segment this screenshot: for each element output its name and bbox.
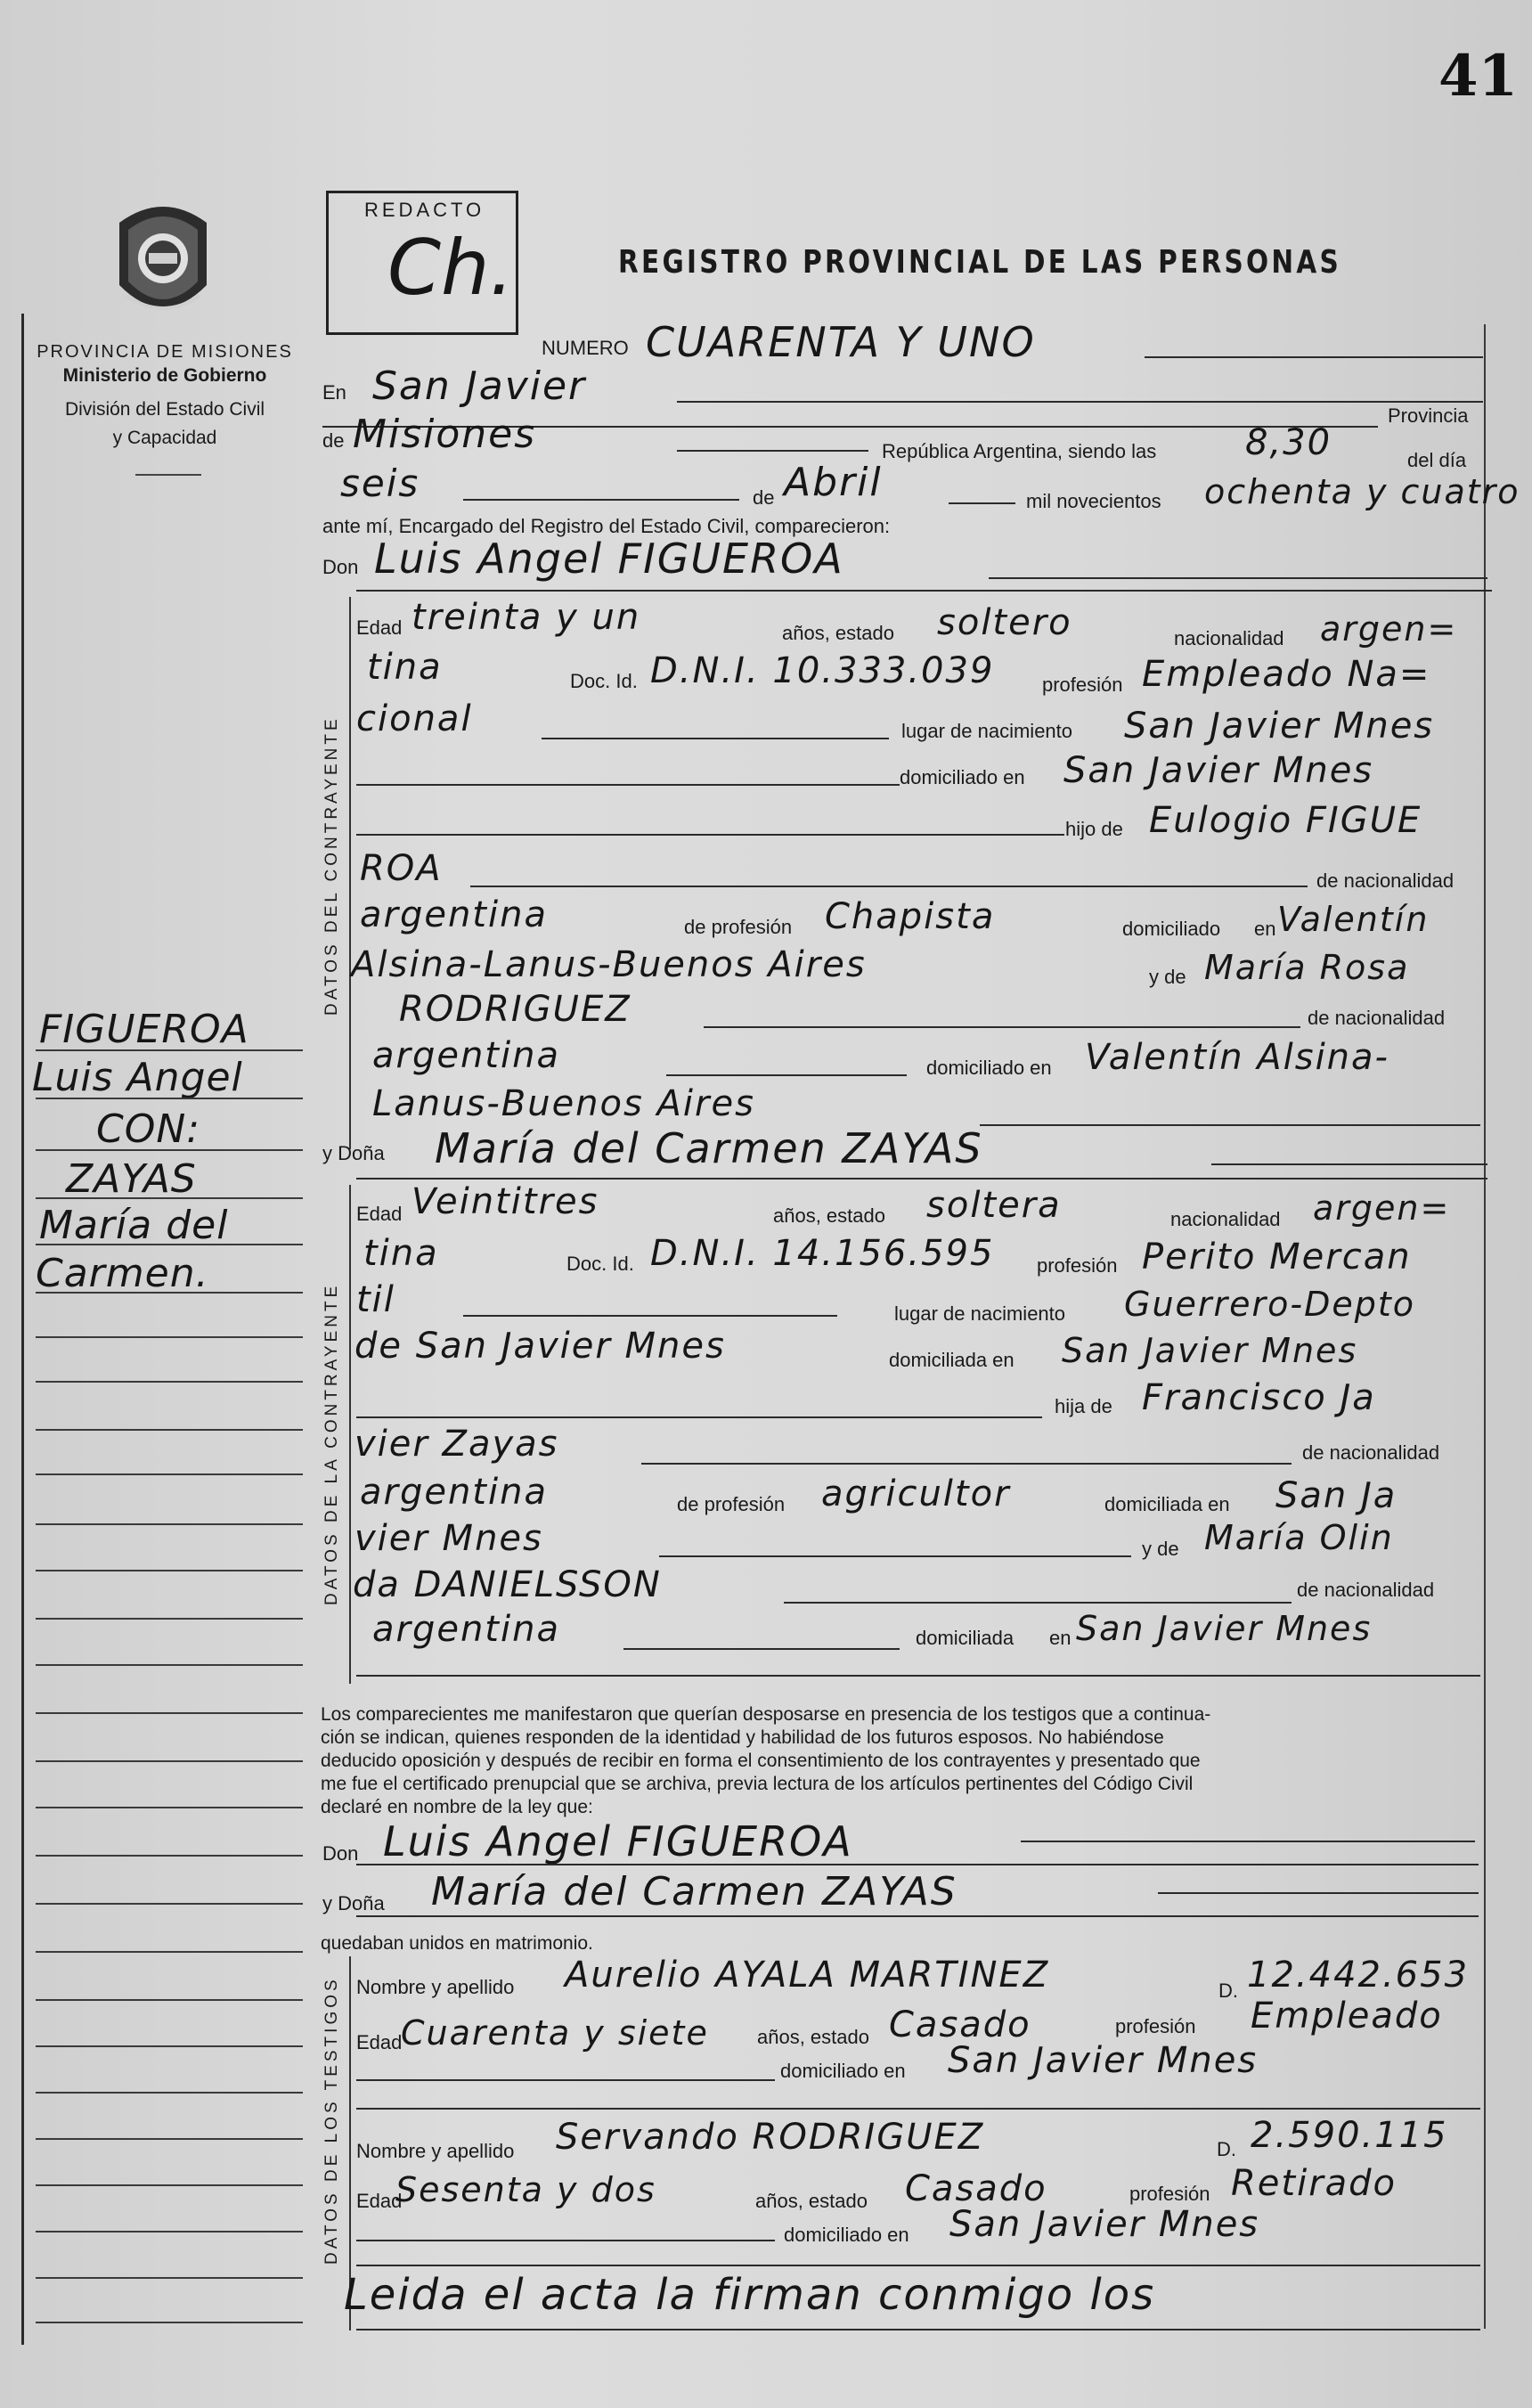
provincia-label: Provincia [1388, 404, 1469, 427]
contrayente-padre2: ROA [360, 848, 443, 889]
y-de-label: y de [1142, 1538, 1179, 1560]
margin-rule [36, 1570, 303, 1571]
de-nacionalidad-label: de nacionalidad [1316, 869, 1455, 892]
y-de-label: y de [1149, 966, 1186, 988]
fill-line [356, 834, 1064, 836]
fill-line [356, 1178, 1487, 1180]
quedaban-text: quedaban unidos en matrimonio. [321, 1933, 593, 1954]
fill-line [356, 2329, 1480, 2330]
margin-note-line-1: FIGUEROA [39, 1007, 249, 1052]
fill-line [623, 1648, 900, 1650]
margin-rule [36, 1336, 303, 1338]
margin-rule [36, 1712, 303, 1714]
contrayente-prof1: Empleado Na= [1142, 654, 1431, 695]
de-label: de [322, 429, 345, 452]
contrayente-padre-nac: argentina [360, 894, 548, 935]
en-label-2: en [1254, 918, 1276, 940]
testigo2-domicilio: San Javier Mnes [949, 2204, 1260, 2245]
en-label-3: en [1049, 1627, 1072, 1649]
section-bracket [349, 1185, 351, 1684]
lugar-nac-label: lugar de nacimiento [894, 1302, 1066, 1325]
margin-rule [36, 1807, 303, 1808]
declaration-line-3: deducido oposición y después de recibir en forma el consentimiento de los contrayentes y presentado que [321, 1751, 1201, 1771]
fill-line [677, 450, 868, 452]
contrayenta-doc: D.N.I. 14.156.595 [650, 1233, 995, 1274]
edad-label: Edad [356, 1203, 403, 1225]
contrayenta-edad: Veintitres [412, 1181, 599, 1222]
contrayente-madre2: RODRIGUEZ [399, 989, 632, 1030]
contrayenta-padre1: Francisco Ja [1142, 1377, 1376, 1418]
domiciliado-en-label: domiciliado en [784, 2224, 909, 2246]
testigo2-edad: Sesenta y dos [395, 2170, 656, 2209]
fill-line [356, 2240, 775, 2241]
province-name: PROVINCIA DE MISIONES [37, 342, 293, 362]
fill-line [677, 401, 1483, 403]
fill-line [356, 1864, 1479, 1865]
contrayente-domicilio: San Javier Mnes [1063, 750, 1374, 791]
contrayente-nombre: Luis Angel FIGUEROA [374, 535, 844, 583]
contrayente-nac1: argen= [1320, 609, 1458, 649]
profesion-label: profesión [1129, 2183, 1210, 2205]
fill-line [463, 499, 739, 501]
contrayenta-lugar-nac2: de San Javier Mnes [354, 1326, 726, 1367]
edad-label: Edad [356, 2190, 403, 2212]
domiciliada-en-label: domiciliada en [889, 1349, 1015, 1371]
header-divider [135, 474, 201, 476]
margin-rule [36, 1903, 303, 1905]
contrayente-estado: soltero [937, 602, 1072, 643]
fill-line [356, 2079, 775, 2081]
don-label: Don [322, 1842, 359, 1865]
doc-label: Doc. Id. [566, 1253, 634, 1275]
contrayenta-estado: soltera [926, 1185, 1062, 1226]
nacionalidad-label: nacionalidad [1174, 627, 1284, 649]
doc-label: Doc. Id. [570, 670, 638, 692]
capacity-name: y Capacidad [112, 428, 217, 448]
declaration-line-1: Los comparecientes me manifestaron que querían desposarse en presencia de los testigos que a continua- [321, 1704, 1211, 1725]
margin-rule [36, 1855, 303, 1857]
right-border [1484, 324, 1486, 2329]
profesion-label: profesión [1042, 673, 1123, 696]
de-nacionalidad-label: de nacionalidad [1297, 1579, 1435, 1601]
declaration-line-2: ción se indican, quienes responden de la identidad y habilidad de los futuros esposos. No habiéndose [321, 1727, 1164, 1748]
contrayente-lugar-nac: San Javier Mnes [1124, 706, 1435, 747]
margin-rule [36, 1473, 303, 1475]
margin-rule [36, 2184, 303, 2186]
contrayente-nac2: tina [367, 647, 443, 688]
section-label-contrayenta: DATOS DE LA CONTRAYENTE [322, 1282, 341, 1605]
fill-line [356, 1915, 1479, 1917]
de-profesion-label: de profesión [677, 1493, 786, 1515]
margin-rule [36, 2138, 303, 2140]
margin-rule [36, 1098, 303, 1099]
fill-line [704, 1026, 1300, 1028]
fill-line [356, 1675, 1480, 1677]
edad-label: Edad [356, 2031, 403, 2053]
numero-value: CUARENTA Y UNO [646, 318, 1036, 366]
testigo1-prof: Empleado [1251, 1996, 1443, 2037]
d-label: D. [1217, 2138, 1236, 2160]
fill-line [1158, 1892, 1479, 1894]
margin-rule [36, 2277, 303, 2279]
provincia-value: Misiones [353, 412, 537, 457]
margin-note-line-4: ZAYAS [66, 1156, 197, 1202]
de-nacionalidad-label: de nacionalidad [1302, 1441, 1440, 1464]
contrayenta-madre-dom: San Javier Mnes [1076, 1609, 1373, 1648]
nombre-apellido-label: Nombre y apellido [356, 2140, 515, 2162]
contrayente-padre-dom1: Valentín [1277, 900, 1430, 939]
fill-line [356, 2265, 1480, 2266]
lugar-value: San Javier [372, 363, 587, 409]
margin-rule [36, 1664, 303, 1666]
margin-border [21, 314, 24, 2345]
profesion-label: profesión [1115, 2015, 1196, 2037]
margin-rule [36, 1049, 303, 1051]
province-seal-icon [109, 196, 217, 330]
margin-rule [36, 1760, 303, 1762]
edad-label: Edad [356, 616, 403, 639]
anos-estado-label: años, estado [755, 2190, 868, 2212]
contrayente-padre1: Eulogio FIGUE [1149, 800, 1422, 841]
y-dona-label: y Doña [322, 1142, 385, 1164]
contrayente-madre-dom2: Lanus-Buenos Aires [372, 1083, 755, 1124]
contrayente-prof2: cional [356, 698, 473, 739]
margin-note-line-5: María del [39, 1203, 229, 1248]
margin-rule [36, 1149, 303, 1151]
hija-de-label: hija de [1055, 1395, 1112, 1417]
fill-line [463, 1315, 837, 1317]
republica-label: República Argentina, siendo las [882, 440, 1157, 462]
testigo2-doc: 2.590.115 [1251, 2115, 1448, 2156]
contrayenta-nac2: tina [363, 1233, 439, 1274]
contrayente-padre-dom2: Alsina-Lanus-Buenos Aires [351, 944, 867, 985]
contrayenta-domicilio: San Javier Mnes [1062, 1331, 1358, 1370]
domiciliado-en-label: domiciliado en [900, 766, 1025, 788]
de-profesion-label: de profesión [684, 916, 793, 938]
fill-line [356, 590, 1492, 592]
ante-mi-text: ante mí, Encargado del Registro del Estado Civil, comparecieron: [322, 515, 891, 537]
fill-line [989, 577, 1487, 579]
testigo2-prof: Retirado [1231, 2163, 1398, 2204]
contrayente-padre-prof: Chapista [825, 896, 996, 937]
contrayente-madre-nac: argentina [372, 1035, 560, 1076]
fill-line [356, 784, 900, 786]
testigo1-edad: Cuarenta y siete [401, 2013, 709, 2053]
de-nacionalidad-label: de nacionalidad [1308, 1007, 1446, 1029]
fill-line [666, 1074, 907, 1076]
contrayenta-prof1: Perito Mercan [1142, 1237, 1412, 1277]
testigo2-estado: Casado [905, 2168, 1047, 2209]
don-label: Don [322, 556, 359, 578]
margin-rule [36, 1429, 303, 1431]
fill-line [356, 2108, 1480, 2110]
testigo1-estado: Casado [889, 2004, 1031, 2045]
anos-estado-label: años, estado [782, 622, 894, 644]
contrayenta-padre-dom1: San Ja [1275, 1475, 1398, 1516]
contrayenta-padre2: vier Zayas [354, 1424, 559, 1465]
section-label-testigos: DATOS DE LOS TESTIGOS [322, 1976, 341, 2265]
contrayente-edad: treinta y un [412, 597, 641, 638]
margin-note-line-2: Luis Angel [32, 1055, 243, 1100]
domiciliado-en-label: domiciliado en [926, 1057, 1052, 1079]
de-mes-label: de [753, 486, 775, 509]
declaracion-don: Luis Angel FIGUEROA [383, 1817, 853, 1865]
fill-line [641, 1463, 1292, 1465]
fill-line [1021, 1841, 1475, 1842]
margin-rule [36, 1951, 303, 1953]
domiciliado-en-label: domiciliado en [780, 2060, 906, 2082]
del-dia-label: del día [1407, 449, 1467, 471]
hijo-de-label: hijo de [1065, 818, 1123, 840]
declaration-line-5: declaré en nombre de la ley que: [321, 1797, 593, 1817]
anos-estado-label: años, estado [773, 1204, 885, 1227]
contrayenta-madre-nac: argentina [372, 1609, 560, 1650]
contrayente-madre1: María Rosa [1204, 948, 1410, 987]
margin-rule [36, 1381, 303, 1383]
margin-rule [36, 1244, 303, 1245]
margin-rule [36, 1292, 303, 1294]
fill-line [784, 1602, 1292, 1604]
mes-value: Abril [784, 460, 883, 505]
dia-value: seis [340, 461, 420, 505]
section-bracket [349, 597, 351, 1149]
closing-line: Leida el acta la firman conmigo los [344, 2270, 1156, 2320]
contrayenta-prof2: til [356, 1279, 395, 1320]
fill-line [949, 502, 1015, 504]
margin-note-line-6: Carmen. [36, 1251, 209, 1296]
contrayenta-madre2: da DANIELSSON [353, 1564, 662, 1605]
margin-rule [36, 1523, 303, 1525]
fill-line [659, 1555, 1131, 1557]
nacionalidad-label: nacionalidad [1170, 1208, 1281, 1230]
margin-rule [36, 1999, 303, 2001]
fill-line [542, 738, 889, 739]
testigo1-nombre: Aurelio AYALA MARTINEZ [565, 1955, 1050, 1996]
domiciliada-label: domiciliada [916, 1627, 1015, 1649]
contrayenta-nac1: argen= [1313, 1188, 1451, 1228]
contrayente-madre-dom1: Valentín Alsina- [1085, 1037, 1389, 1078]
domiciliado-label: domiciliado [1122, 918, 1221, 940]
testigo2-nombre: Servando RODRIGUEZ [556, 2117, 985, 2158]
testigo1-domicilio: San Javier Mnes [948, 2040, 1259, 2081]
margin-rule [36, 1618, 303, 1620]
contrayenta-lugar-nac1: Guerrero-Depto [1124, 1285, 1416, 1324]
margin-rule [36, 2045, 303, 2047]
anio-value: ochenta y cuatro [1204, 472, 1520, 511]
margin-rule [36, 1197, 303, 1199]
declaration-line-4: me fue el certificado prenupcial que se archiva, previa lectura de los artículos pertinentes del Código Civil [321, 1774, 1194, 1794]
contrayenta-padre-dom2: vier Mnes [354, 1518, 543, 1559]
fill-line [980, 1124, 1480, 1126]
stamp-initial: Ch. [387, 224, 514, 313]
nombre-apellido-label: Nombre y apellido [356, 1976, 515, 1998]
numero-label: NUMERO [542, 337, 629, 359]
fill-line [1211, 1163, 1487, 1165]
page-number: 41 [1438, 43, 1519, 110]
hora-value: 8,30 [1245, 422, 1332, 463]
profesion-label: profesión [1037, 1254, 1118, 1277]
contrayenta-padre-nac: argentina [360, 1472, 548, 1513]
fill-line [1145, 356, 1483, 358]
section-label-contrayente: DATOS DEL CONTRAYENTE [322, 715, 341, 1016]
contrayenta-madre1: María Olin [1204, 1518, 1394, 1557]
stamp-label: REDACTO [364, 199, 485, 221]
y-dona-label: y Doña [322, 1892, 385, 1914]
fill-line [356, 1416, 1042, 1418]
anos-estado-label: años, estado [757, 2026, 869, 2048]
lugar-nac-label: lugar de nacimiento [901, 720, 1073, 742]
margin-rule [36, 2322, 303, 2323]
margin-rule [36, 2231, 303, 2233]
document-title: REGISTRO PROVINCIAL DE LAS PERSONAS [618, 244, 1342, 281]
division-name: División del Estado Civil [64, 399, 265, 420]
contrayenta-padre-prof: agricultor [821, 1473, 1011, 1514]
margin-rule [36, 2092, 303, 2094]
ministry-name: Ministerio de Gobierno [62, 365, 267, 386]
testigo1-doc: 12.442.653 [1247, 1955, 1470, 1996]
declaracion-dona: María del Carmen ZAYAS [431, 1869, 958, 1914]
contrayenta-nombre: María del Carmen ZAYAS [435, 1124, 983, 1172]
fill-line [470, 886, 1308, 887]
margin-note-line-3: CON: [96, 1106, 201, 1152]
contrayente-doc: D.N.I. 10.333.039 [650, 650, 995, 691]
mil-label: mil novecientos [1026, 490, 1161, 512]
d-label: D. [1218, 1979, 1238, 2002]
redacto-stamp [326, 191, 518, 335]
en-label: En [322, 381, 346, 404]
domiciliada-en-label: domiciliada en [1104, 1493, 1230, 1515]
